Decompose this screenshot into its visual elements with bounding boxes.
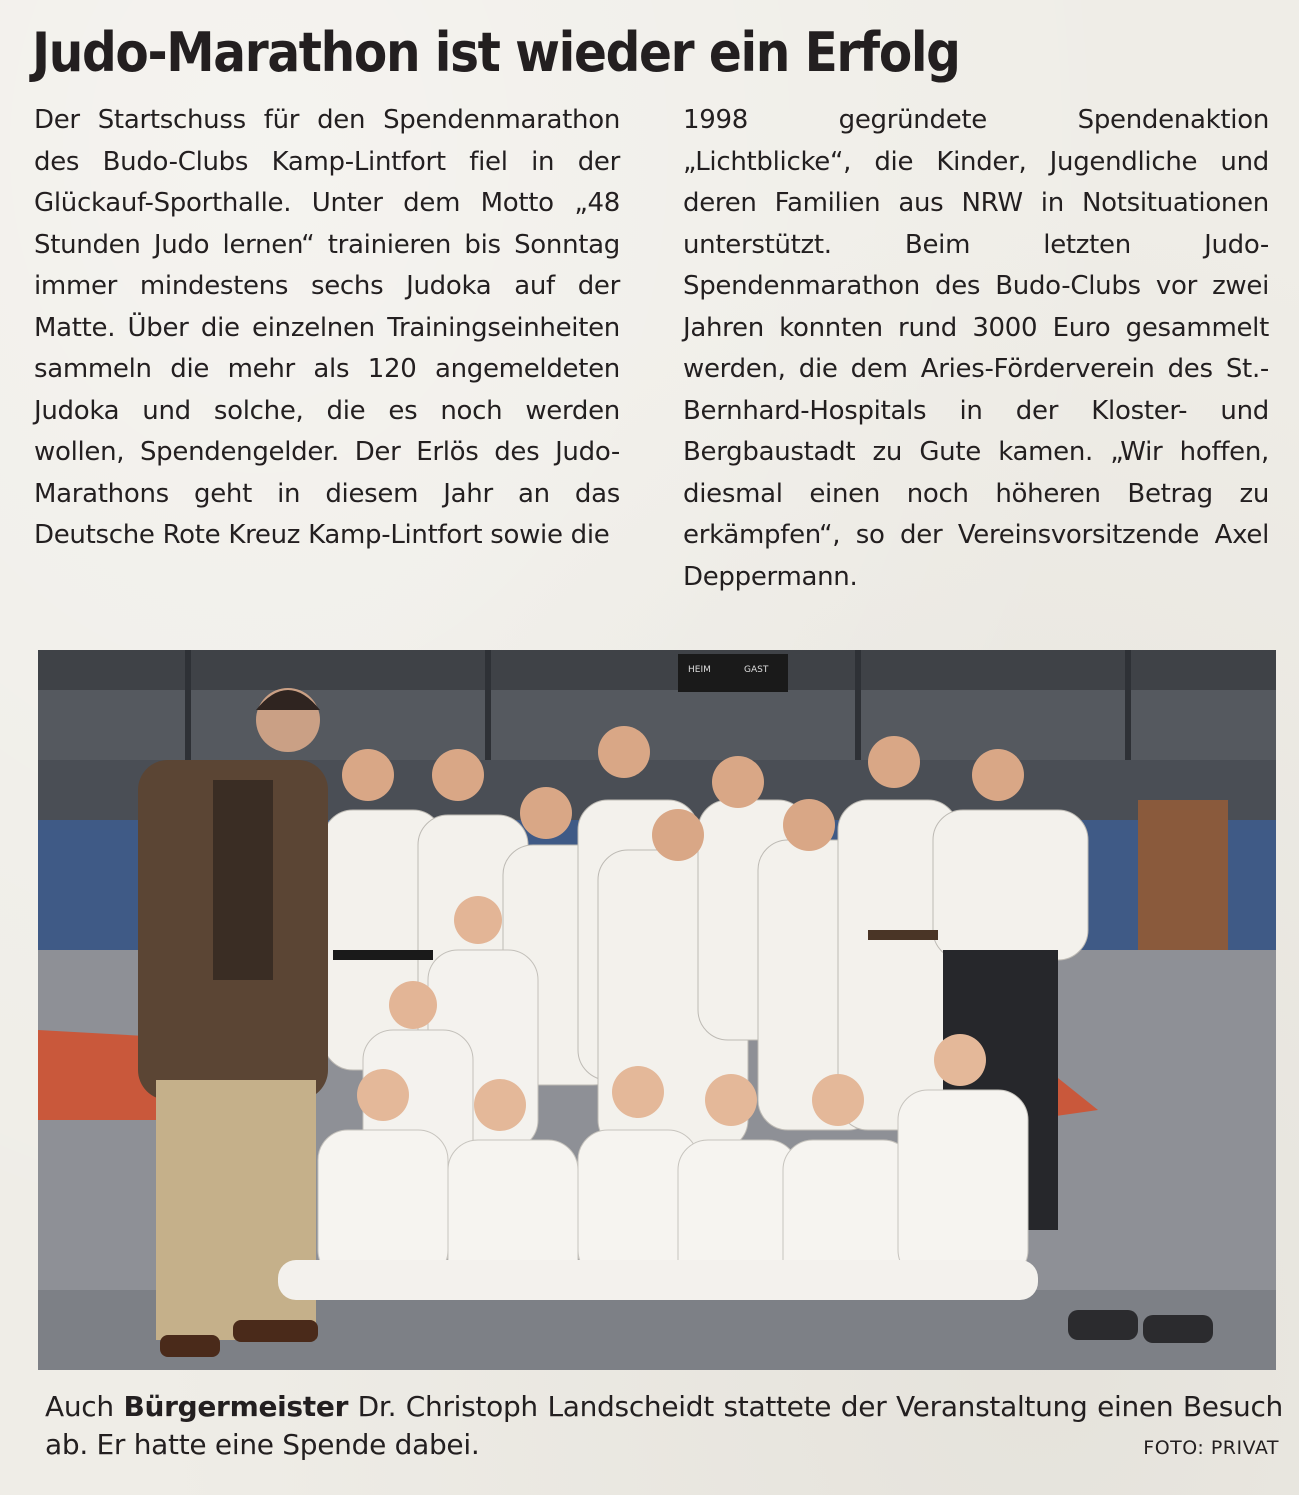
photo-caption — [45, 1388, 1283, 1464]
article-text-2: 1998 gegründete Spendenaktion „Lichtblicke“, die Kinder, Jugendliche und deren Familien aus NRW in Notsituationen unterstützt. Beim letzten Judo-Spendenmarathon des Budo-Clubs vor zwei Jahren konnten rund 3000 Euro gesammelt werden, die dem Aries-Förderverein des St.-Bernhard-Hospitals in der Kloster- und Bergbaustadt zu Gute kamen. „Wir hoffen, diesmal einen noch höheren Betrag zu erkämpfen“, so der Vereinsvorsitzende Axel Deppermann. — [683, 105, 1269, 592]
article-text-1: Der Startschuss für den Spendenmarathon des Budo-Clubs Kamp-Lintfort fiel in der Glückauf-Sporthalle. Unter dem Motto „48 Stunden Judo lernen“ trainieren bis Sonntag immer mindestens sechs Judoka auf der Matte. Über die einzelnen Trainingseinheiten sammeln die mehr als 120 angemeldeten Judoka und solche, die es noch werden wollen, Spendengelder. Der Erlös des Judo-Marathons geht in diesem Jahr an das Deutsche Rote Kreuz Kamp-Lintfort sowie die — [34, 105, 620, 550]
group-photo-illustration — [38, 650, 1276, 1370]
headline: Judo-Marathon ist wieder ein Erfolg — [32, 21, 960, 84]
caption-bold: Bürgermeister — [123, 1390, 349, 1423]
article-column-1 — [34, 100, 620, 557]
caption-lead: Auch — [45, 1390, 124, 1423]
article-column-2 — [683, 100, 1269, 598]
scoreboard-away: GAST — [744, 665, 769, 675]
photo-credit: FOTO: PRIVAT — [1143, 1437, 1279, 1459]
caption-text: Dr. Christoph Landscheidt stattete der Veranstaltung einen Besuch ab. Er hatte eine Spende dabei. — [45, 1390, 1283, 1461]
scoreboard-home: HEIM — [688, 665, 711, 675]
group-photo — [38, 650, 1276, 1370]
